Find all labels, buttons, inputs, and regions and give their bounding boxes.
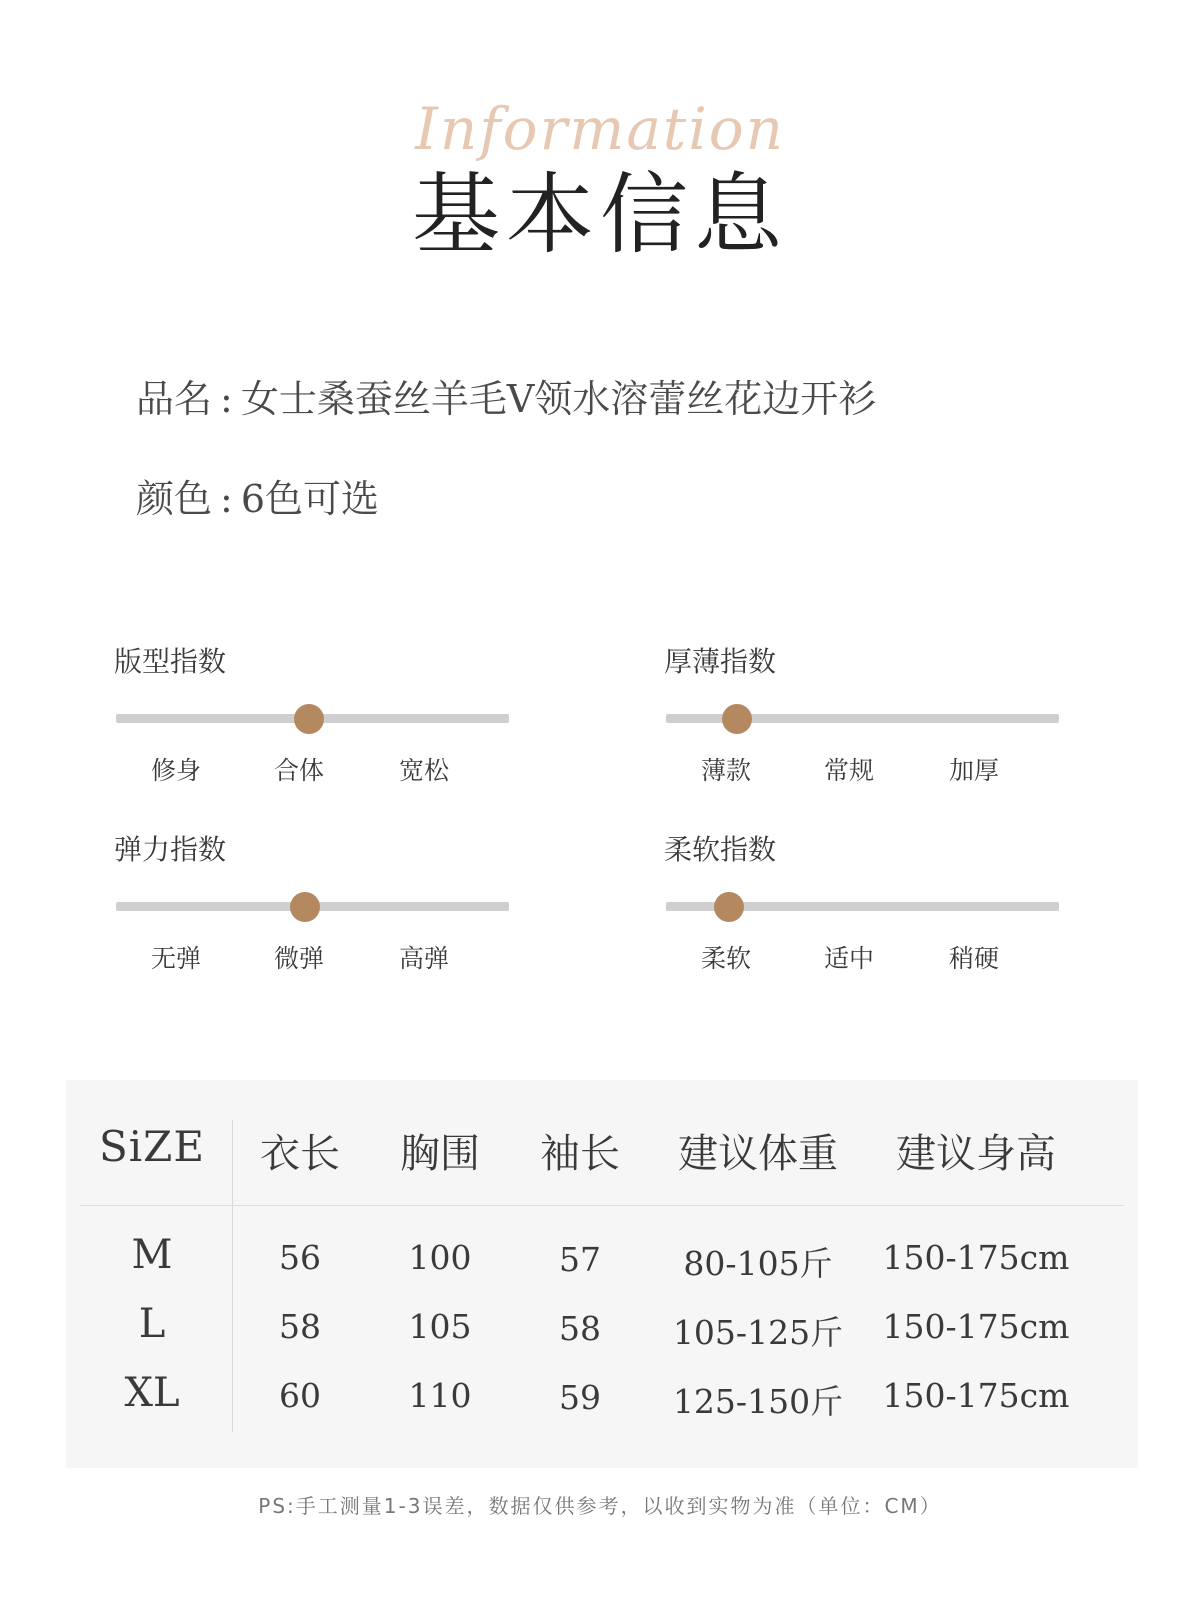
measurement-note: PS:手工测量1-3误差，数据仅供参考，以收到实物为准（单位：CM）: [258, 1494, 942, 1518]
index-elasticity-option: 高弹: [398, 944, 450, 973]
table-cell: 150-175cm: [882, 1238, 1070, 1277]
index-thickness-option: 加厚: [948, 756, 1000, 785]
product-name-separator: :: [220, 377, 233, 421]
index-softness-option: 适中: [823, 944, 875, 973]
table-header-height: 建议身高: [896, 1131, 1056, 1177]
index-softness-option: 柔软: [700, 944, 752, 973]
size-table: [66, 1080, 1138, 1468]
index-elasticity-option: 微弹: [273, 944, 325, 973]
index-fit-option: 宽松: [398, 756, 450, 785]
index-thickness: [664, 640, 1059, 785]
table-header-sleeve: 袖长: [540, 1131, 620, 1177]
index-thickness-option: 常规: [823, 756, 875, 785]
table-cell: 80-105斤: [683, 1244, 833, 1283]
product-color-line: [136, 468, 379, 523]
page-title: 基本信息: [411, 163, 788, 266]
table-cell-size: M: [131, 1232, 173, 1278]
table-cell: 100: [408, 1238, 472, 1277]
index-fit: [114, 640, 509, 785]
product-name-label: 品名: [136, 377, 213, 421]
table-cell: 110: [408, 1376, 472, 1415]
table-cell: 56: [279, 1238, 321, 1277]
table-divider-horizontal: [80, 1205, 1124, 1206]
table-cell: 58: [559, 1309, 601, 1348]
table-cell: 60: [279, 1376, 321, 1415]
product-name-line: [136, 368, 876, 423]
table-header-weight: 建议体重: [678, 1131, 838, 1177]
product-color-separator: :: [220, 477, 233, 521]
index-softness-option: 稍硬: [948, 944, 1000, 973]
table-divider-vertical: [232, 1120, 233, 1432]
index-elasticity-option: 无弹: [150, 944, 202, 973]
index-softness: [664, 828, 1059, 973]
product-color-value: 6色可选: [240, 477, 380, 521]
product-name-value: 女士桑蚕丝羊毛V领水溶蕾丝花边开衫: [240, 377, 877, 421]
table-cell-size: XL: [124, 1370, 180, 1416]
table-header-length: 衣长: [260, 1131, 340, 1177]
index-softness-label: 柔软指数: [664, 833, 777, 866]
index-fit-option: 合体: [273, 756, 325, 785]
table-cell: 58: [279, 1307, 321, 1346]
table-cell: 150-175cm: [882, 1307, 1070, 1346]
table-header-size: SiZE: [98, 1122, 206, 1171]
index-fit-knob: [294, 704, 324, 734]
table-cell: 105: [408, 1307, 472, 1346]
index-thickness-option: 薄款: [700, 756, 752, 785]
table-cell: 59: [559, 1378, 601, 1417]
table-cell: 57: [559, 1240, 601, 1279]
index-elasticity: [114, 828, 509, 973]
product-color-label: 颜色: [136, 477, 213, 521]
script-watermark: Information: [414, 95, 786, 163]
table-cell-size: L: [138, 1301, 166, 1347]
index-thickness-label: 厚薄指数: [664, 645, 777, 678]
index-elasticity-knob: [290, 892, 320, 922]
table-cell: 105-125斤: [672, 1313, 844, 1352]
header: [0, 95, 1200, 266]
table-header-chest: 胸围: [400, 1131, 480, 1177]
table-cell: 150-175cm: [882, 1376, 1070, 1415]
index-thickness-knob: [722, 704, 752, 734]
index-softness-knob: [714, 892, 744, 922]
table-cell: 125-150斤: [672, 1382, 844, 1421]
index-fit-label: 版型指数: [114, 645, 227, 678]
index-fit-option: 修身: [150, 756, 202, 785]
index-elasticity-label: 弹力指数: [114, 833, 227, 866]
